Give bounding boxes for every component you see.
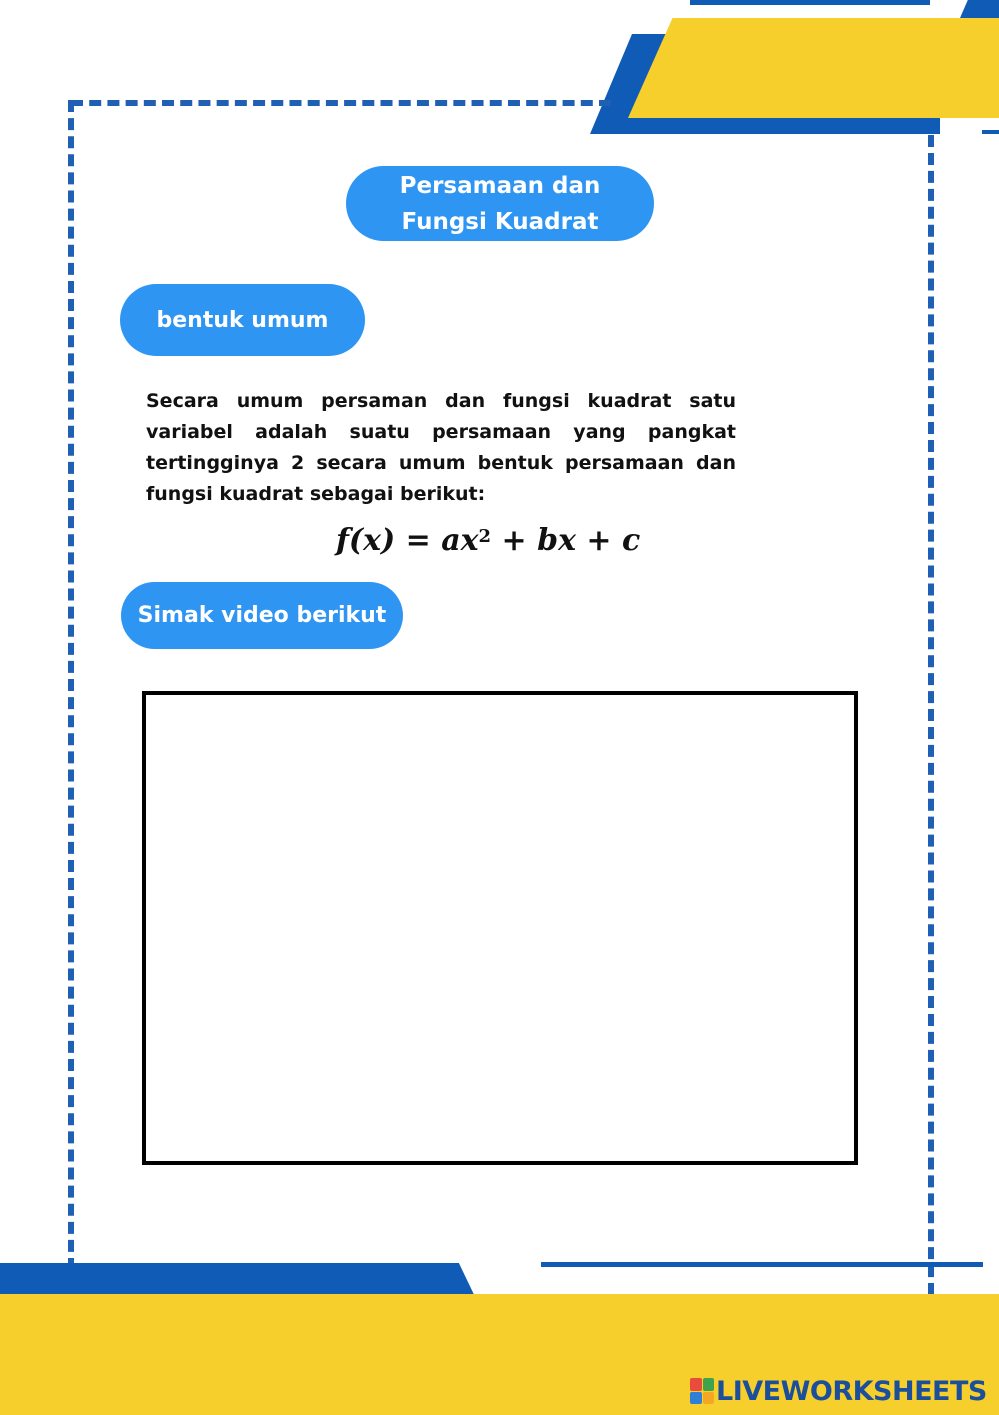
formula-f: f [336, 522, 349, 558]
formula-exponent: 2 [478, 525, 492, 547]
section-label-general-form-text: bentuk umum [156, 307, 329, 333]
liveworksheets-badge-icon [690, 1378, 714, 1404]
section-label-general-form [120, 284, 365, 356]
page-title [346, 166, 654, 241]
quadratic-formula [336, 513, 666, 567]
formula-c: c [622, 522, 641, 558]
formula-plus-1: + [491, 522, 538, 558]
liveworksheets-logo-text: LIVEWORKSHEETS [716, 1375, 987, 1407]
liveworksheets-logo [690, 1374, 987, 1408]
decor-blue-line-bottom [541, 1262, 983, 1267]
dashed-frame-right [928, 135, 934, 1295]
formula-plus-2: + [575, 522, 623, 558]
decor-blue-sliver [690, 0, 930, 5]
formula-equals: = [395, 522, 442, 558]
video-placeholder[interactable] [142, 691, 858, 1165]
decor-yellow-banner-top [628, 18, 999, 118]
formula-ax: ax [441, 522, 479, 558]
page-title-line-2: Fungsi Kuadrat [401, 208, 599, 235]
dashed-frame-top [71, 100, 611, 106]
decor-blue-dash [982, 130, 999, 134]
section-label-watch-video-text: Simak video berikut [137, 603, 387, 628]
formula-bx: bx [537, 522, 576, 558]
description-paragraph: Secara umum persaman dan fungsi kuadrat satu variabel adalah suatu persamaan yang pangkat tertingginya 2 secara umum bentuk persamaan dan fungsi kuadrat sebagai berikut: [146, 390, 736, 505]
dashed-frame-left [68, 100, 74, 1270]
page-title-line-1: Persamaan dan [399, 172, 601, 199]
decor-blue-corner [960, 0, 999, 18]
formula-x-arg: (x) [348, 522, 396, 558]
section-label-watch-video [121, 582, 403, 649]
